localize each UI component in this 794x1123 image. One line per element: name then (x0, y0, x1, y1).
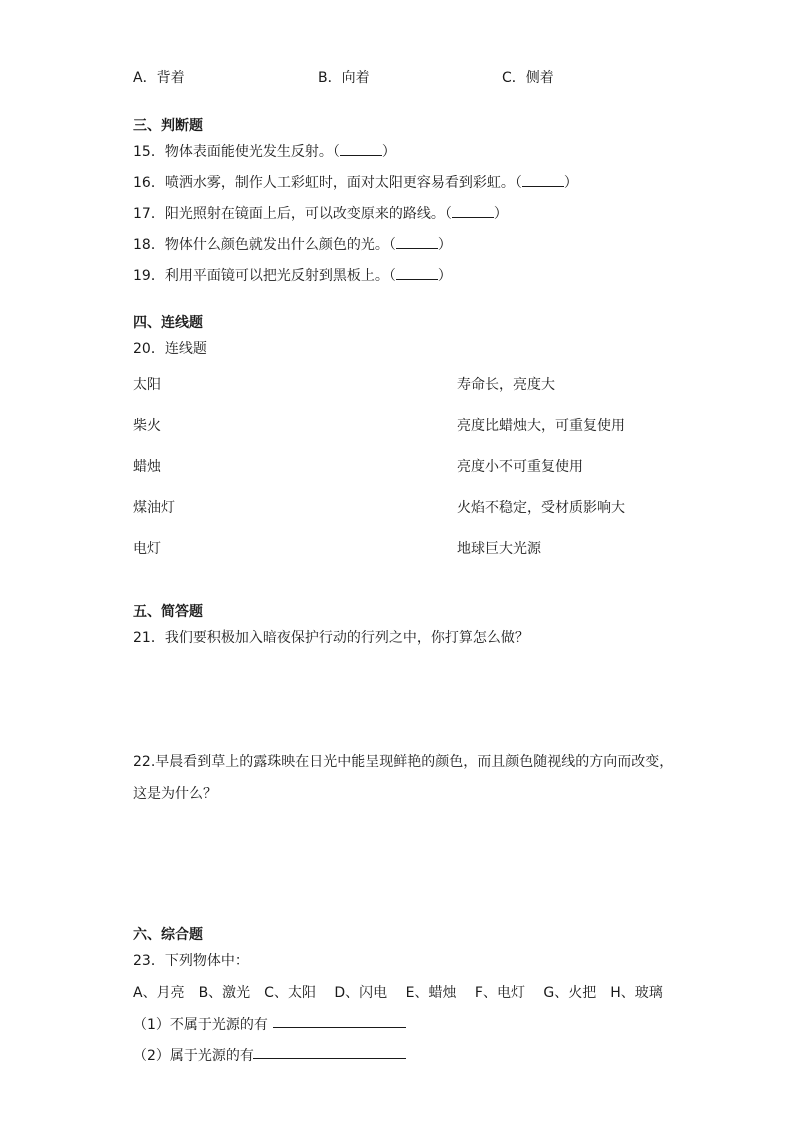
paren-open: （ (388, 237, 396, 253)
question-23-choices: A、月亮 B、激光 C、太阳 D、闪电 E、蜡烛 F、电灯 G、火把 H、玻璃 (133, 985, 663, 1001)
paren-open: （ (332, 144, 340, 160)
question-number: 19． (133, 268, 165, 284)
option-a: A．背着 (133, 70, 185, 86)
match-right-item[interactable]: 地球巨大光源 (457, 541, 541, 557)
answer-blank[interactable] (396, 248, 438, 249)
question-23-sub-2 (133, 1045, 254, 1065)
question-number: 16． (133, 175, 165, 191)
question-text: 物体表面能使光发生反射。 (164, 144, 333, 160)
answer-line-2[interactable] (253, 1058, 406, 1059)
match-left-item[interactable]: 煤油灯 (133, 500, 175, 516)
paren-open: （ (514, 175, 522, 191)
question-number: 17． (133, 206, 165, 222)
match-left-item[interactable]: 太阳 (133, 377, 161, 393)
question-text: 阳光照射在镜面上后，可以改变原来的路线。 (164, 206, 445, 222)
question-23-sub-1 (133, 1014, 268, 1034)
paren-close: ） (437, 237, 452, 253)
option-c: C．侧着 (502, 70, 554, 86)
paren-open: （ (388, 268, 396, 284)
question-text: 利用平面镜可以把光反射到黑板上。 (164, 268, 389, 284)
section-title-judgment: 三、判断题 (133, 118, 203, 134)
question-text: 物体什么颜色就发出什么颜色的光。 (164, 237, 389, 253)
question-16 (133, 172, 578, 192)
answer-blank[interactable] (340, 155, 382, 156)
section-title-comprehensive: 六、综合题 (133, 927, 203, 943)
paren-close: ） (437, 268, 452, 284)
section-title-short-answer: 五、简答题 (133, 604, 203, 620)
paren-close: ） (493, 206, 508, 222)
question-23: 23．下列物体中： (133, 953, 249, 969)
answer-blank[interactable] (522, 186, 564, 187)
match-right-item[interactable]: 寿命长，亮度大 (457, 377, 555, 393)
match-left-item[interactable]: 蜡烛 (133, 459, 161, 475)
match-right-item[interactable]: 亮度比蜡烛大，可重复使用 (457, 418, 625, 434)
paren-close: ） (381, 144, 396, 160)
question-number: 15． (133, 144, 165, 160)
option-b: B．向着 (318, 70, 370, 86)
question-18 (133, 234, 452, 254)
answer-blank[interactable] (452, 217, 494, 218)
question-19 (133, 265, 452, 285)
question-22-line-2: 这是为什么？ (133, 786, 217, 802)
sub-question-label: （2）属于光源的有 (133, 1048, 254, 1064)
sub-question-label: （1）不属于光源的有 (133, 1017, 268, 1033)
match-right-item[interactable]: 亮度小不可重复使用 (457, 459, 583, 475)
paren-open: （ (444, 206, 452, 222)
answer-blank[interactable] (396, 279, 438, 280)
match-left-item[interactable]: 柴火 (133, 418, 161, 434)
paren-close: ） (563, 175, 578, 191)
question-15 (133, 141, 396, 161)
match-left-item[interactable]: 电灯 (133, 541, 161, 557)
question-text: 喷洒水雾，制作人工彩虹时，面对太阳更容易看到彩虹。 (164, 175, 515, 191)
question-22-line-1: 22.早晨看到草上的露珠映在日光中能呈现鲜艳的颜色，而且颜色随视线的方向而改变， (133, 754, 674, 770)
question-20: 20．连线题 (133, 341, 207, 357)
question-21: 21．我们要积极加入暗夜保护行动的行列之中，你打算怎么做？ (133, 630, 529, 646)
match-right-item[interactable]: 火焰不稳定，受材质影响大 (457, 500, 625, 516)
question-number: 18． (133, 237, 165, 253)
question-17 (133, 203, 508, 223)
answer-line-1[interactable] (273, 1027, 406, 1028)
section-title-matching: 四、连线题 (133, 315, 203, 331)
